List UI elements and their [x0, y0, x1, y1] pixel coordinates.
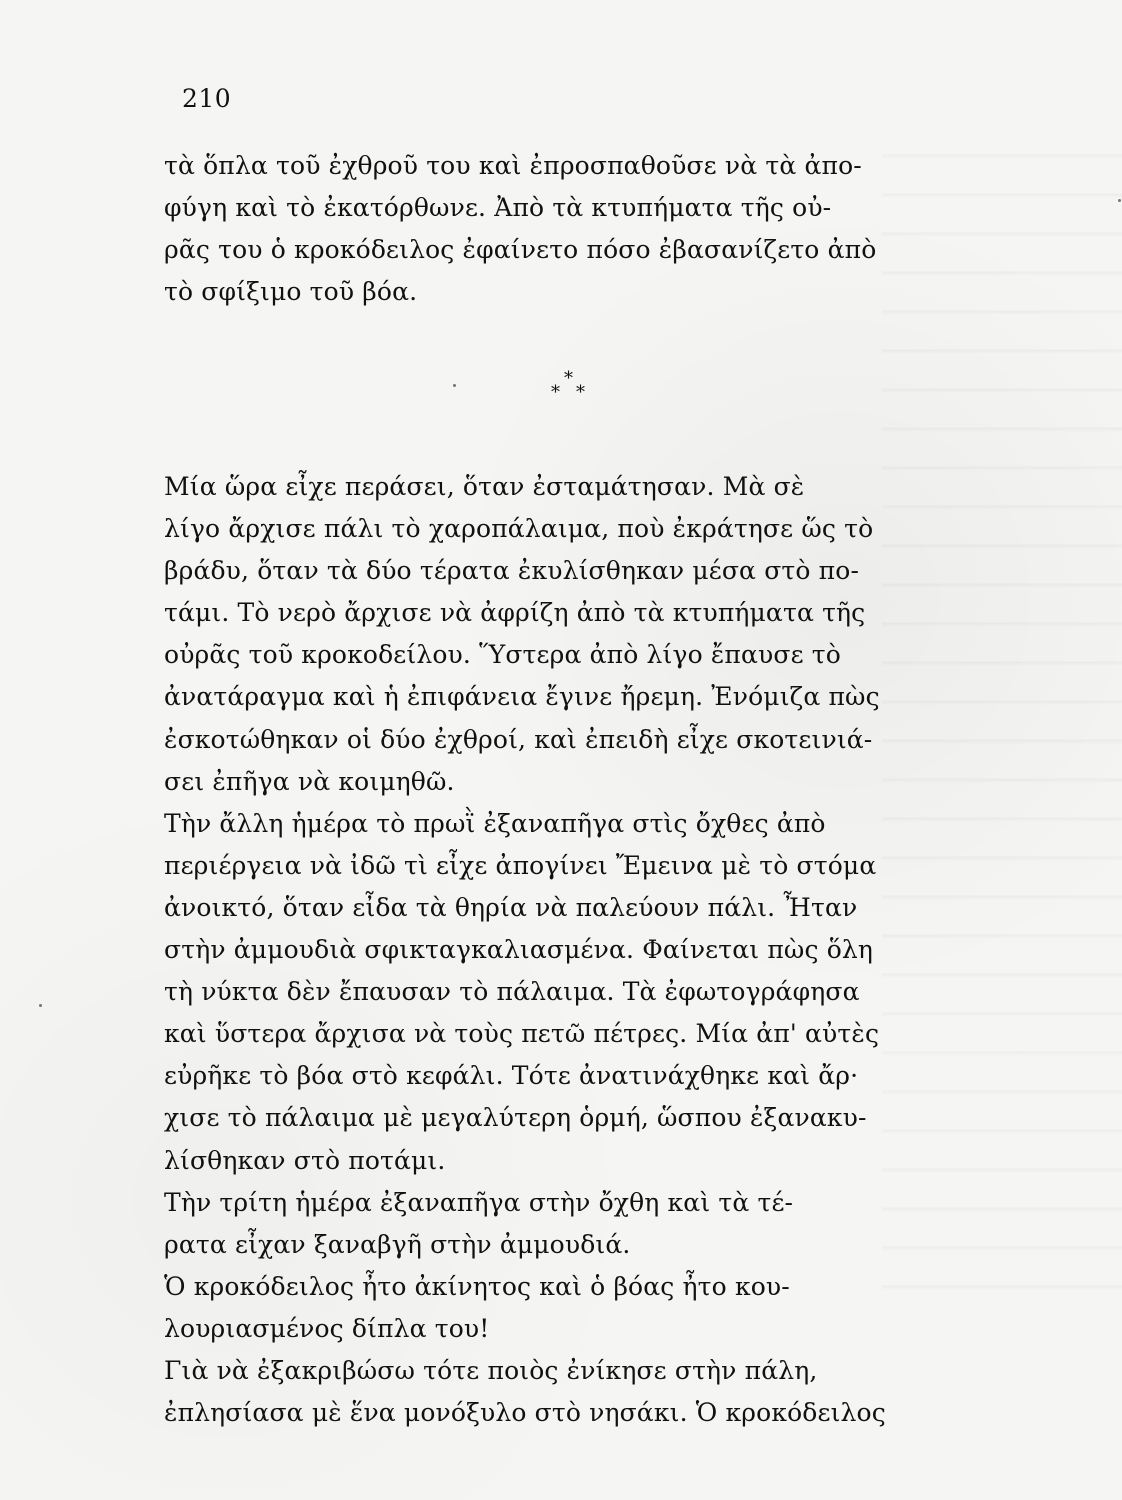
text-line: σει ἐπῆγα νὰ κοιμηθῶ.: [164, 766, 455, 796]
text-line: Τὴν ἄλλη ἡμέρα τὸ πρωῒ ἐξαναπῆγα στὶς ὄχθες ἀπὸ: [164, 808, 826, 838]
separator-star-right: *: [576, 382, 585, 403]
paper-speck: [39, 1004, 42, 1007]
text-line: τὴ νύκτα δὲν ἔπαυσαν τὸ πάλαιμα. Τὰ ἐφωτογράφησα: [164, 977, 860, 1007]
text-line: Μία ὥρα εἶχε περάσει, ὅταν ἐσταμάτησαν. Μὰ σὲ: [164, 472, 805, 501]
separator-star-top: *: [564, 368, 573, 389]
text-line: ἀνοικτό, ὅταν εἶδα τὰ θηρία νὰ παλεύουν πάλι. Ἦταν: [164, 892, 858, 922]
text-line: λίσθηκαν στὸ ποτάμι.: [164, 1145, 446, 1175]
text-line: Ὁ κροκόδειλος ἦτο ἀκίνητος καὶ ὁ βόας ἦτο κου-: [164, 1271, 790, 1301]
section-separator: [548, 370, 596, 408]
text-line: τὸ σφίξιμο τοῦ βόα.: [164, 277, 418, 307]
text-line: εὐρῆκε τὸ βόα στὸ κεφάλι. Τότε ἀνατινάχθηκε καὶ ἄρ·: [164, 1061, 859, 1091]
main-text-block: [164, 466, 1016, 1434]
text-line: Γιὰ νὰ ἐξακριβώσω τότε ποιὸς ἐνίκησε στὴν πάλη,: [164, 1355, 818, 1385]
paper-speck: [1118, 199, 1121, 202]
text-line: στὴν ἀμμουδιὰ σφικταγκαλιασμένα. Φαίνεται πὼς ὅλη: [164, 935, 874, 965]
text-line: καὶ ὕστερα ἄρχισα νὰ τοὺς πετῶ πέτρες. Μία ἀπ' αὐτὲς: [164, 1019, 880, 1049]
text-line: ἐπλησίασα μὲ ἕνα μονόξυλο στὸ νησάκι. Ὁ κροκόδειλος: [164, 1398, 886, 1428]
text-line: τὰ ὅπλα τοῦ ἐχθροῦ του καὶ ἐπροσπαθοῦσε νὰ τὰ ἀπο-: [164, 151, 862, 180]
paper-speck: [453, 384, 456, 387]
text-line: οὐρᾶς τοῦ κροκοδείλου. Ὕστερα ἀπὸ λίγο ἔπαυσε τὸ: [164, 640, 841, 670]
text-line: βράδυ, ὅταν τὰ δύο τέρατα ἐκυλίσθηκαν μέσα στὸ πο-: [164, 556, 860, 586]
text-line: φύγη καὶ τὸ ἐκατόρθωνε. Ἀπὸ τὰ κτυπήματα τῆς οὐ-: [164, 193, 832, 223]
text-line: ἀνατάραγμα καὶ ἡ ἐπιφάνεια ἔγινε ἤρεμη. Ἐνόμιζα πὼς: [164, 682, 880, 712]
separator-star-left: *: [551, 382, 560, 403]
text-line: χισε τὸ πάλαιμα μὲ μεγαλύτερη ὁρμή, ὥσπου ἐξανακυ-: [164, 1103, 867, 1133]
text-line: λίγο ἄρχισε πάλι τὸ χαροπάλαιμα, ποὺ ἐκράτησε ὥς τὸ: [164, 514, 874, 544]
text-line: ρατα εἶχαν ξαναβγῆ στὴν ἀμμουδιά.: [164, 1229, 631, 1259]
text-line: λουριασμένος δίπλα του!: [164, 1313, 490, 1343]
text-line: περιέργεια νὰ ἰδῶ τὶ εἶχε ἀπογίνει Ἔμεινα μὲ τὸ στόμα: [164, 850, 877, 880]
text-line: ἐσκοτώθηκαν οἱ δύο ἐχθροί, καὶ ἐπειδὴ εἶχε σκοτεινιά-: [164, 724, 873, 754]
page-number: 210: [182, 84, 232, 113]
text-line: Τὴν τρίτη ἡμέρα ἐξαναπῆγα στὴν ὄχθη καὶ τὰ τέ-: [164, 1187, 794, 1217]
text-line: ρᾶς του ὁ κροκόδειλος ἐφαίνετο πόσο ἐβασανίζετο ἀπὸ: [164, 235, 877, 265]
text-line: τάμι. Τὸ νερὸ ἄρχισε νὰ ἀφρίζη ἀπὸ τὰ κτυπήματα τῆς: [164, 598, 866, 628]
paragraph-continuation: [164, 145, 1016, 313]
